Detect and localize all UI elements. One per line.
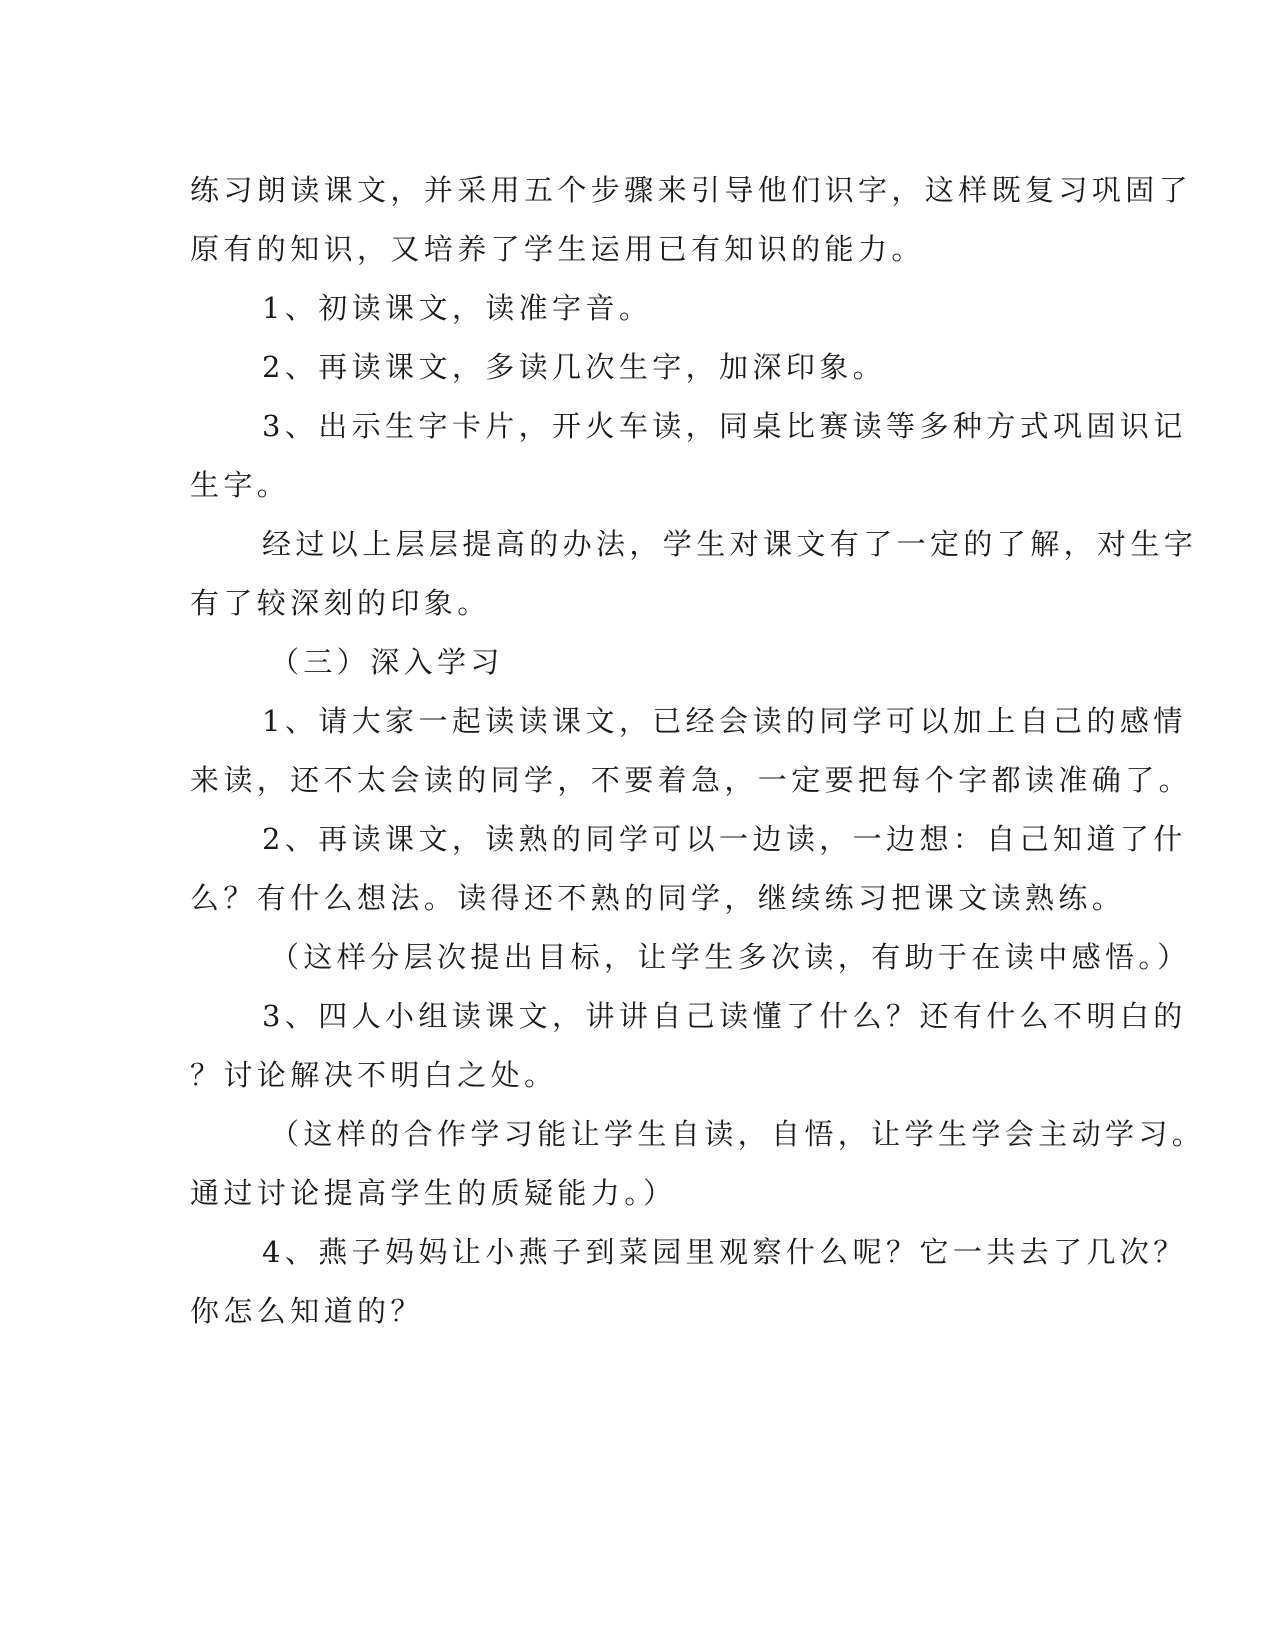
list-item: 1、初读课文，读准字音。 bbox=[262, 291, 653, 325]
note-line: （这样分层次提出目标，让学生多次读，有助于在读中感悟。） bbox=[270, 940, 1191, 974]
list-item: 1、请大家一起读读课文，已经会读的同学可以加上自己的感情 bbox=[262, 704, 1187, 738]
text-line: 练习朗读课文，并采用五个步骤来引导他们识字，这样既复习巩固了 bbox=[190, 173, 1193, 207]
list-item: 3、四人小组读课文，讲讲自己读懂了什么？还有什么不明白的 bbox=[262, 999, 1187, 1033]
section-heading: （三）深入学习 bbox=[270, 645, 504, 679]
note-line: （这样的合作学习能让学生自读，自悟，让学生学会主动学习。 bbox=[270, 1117, 1206, 1151]
text-line: 原有的知识，又培养了学生运用已有知识的能力。 bbox=[190, 232, 925, 266]
paragraph-line: 经过以上层层提高的办法，学生对课文有了一定的了解，对生字 bbox=[262, 527, 1198, 561]
list-item: 3、出示生字卡片，开火车读，同桌比赛读等多种方式巩固识记 bbox=[262, 409, 1187, 443]
text-line: 你怎么知道的？ bbox=[190, 1294, 424, 1328]
text-line: 生字。 bbox=[190, 468, 291, 502]
text-line: 有了较深刻的印象。 bbox=[190, 586, 491, 620]
text-line: 来读，还不太会读的同学，不要着急，一定要把每个字都读准确了。 bbox=[190, 763, 1193, 797]
list-item: 2、再读课文，读熟的同学可以一边读，一边想：自己知道了什 bbox=[262, 822, 1187, 856]
text-line: 通过讨论提高学生的质疑能力。） bbox=[190, 1176, 677, 1210]
list-item: 4、燕子妈妈让小燕子到菜园里观察什么呢？它一共去了几次？ bbox=[262, 1235, 1187, 1269]
list-item: 2、再读课文，多读几次生字，加深印象。 bbox=[262, 350, 887, 384]
text-line: 么？有什么想法。读得还不熟的同学，继续练习把课文读熟练。 bbox=[190, 881, 1126, 915]
text-line: ？讨论解决不明白之处。 bbox=[190, 1058, 558, 1092]
